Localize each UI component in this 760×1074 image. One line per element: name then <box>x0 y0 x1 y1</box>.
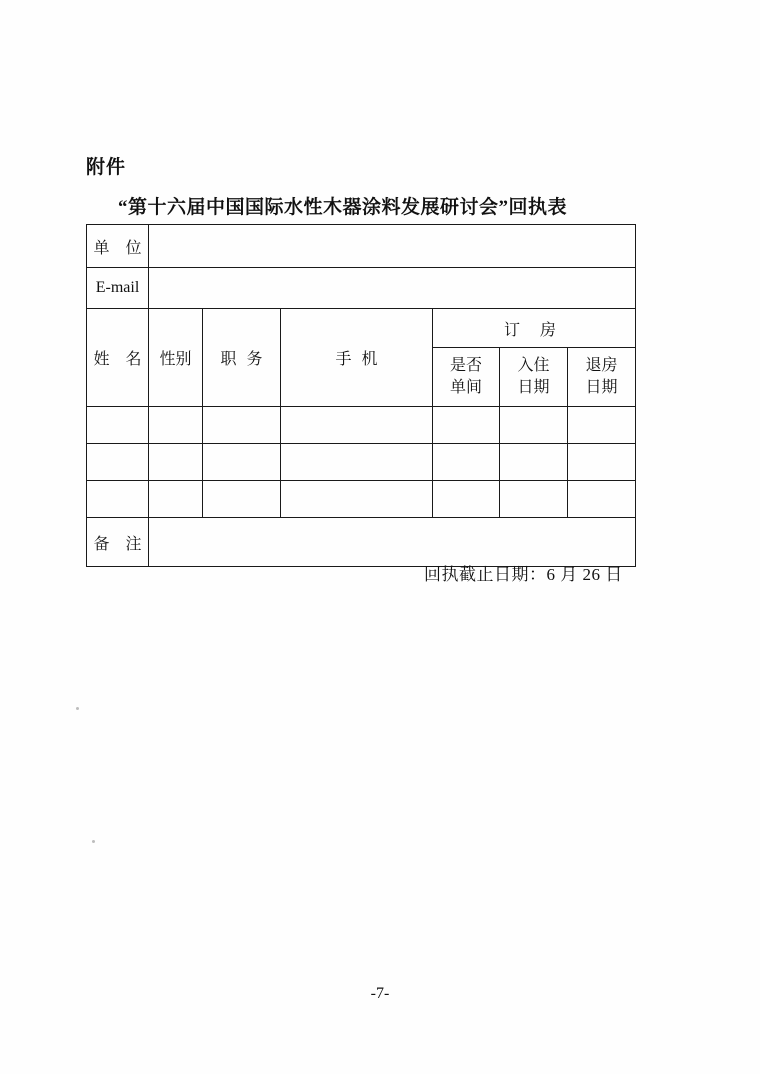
checkin-line1: 入住 <box>517 357 550 375</box>
cell-unit-value[interactable] <box>149 225 636 268</box>
unit-label-text: 单 位 <box>93 239 148 257</box>
cell-gender[interactable] <box>149 444 203 481</box>
checkout-line2: 日期 <box>585 379 618 396</box>
single-room-line2: 单间 <box>449 379 482 396</box>
single-room-line1: 是否 <box>449 357 482 375</box>
cell-single-room[interactable] <box>433 444 500 481</box>
page-number: -7- <box>370 985 390 1002</box>
cell-gender[interactable] <box>149 481 203 518</box>
header-cell-checkin-date <box>500 348 568 407</box>
cell-checkout[interactable] <box>568 407 636 444</box>
header-cell-name: 姓 名 <box>87 309 149 407</box>
cell-checkin[interactable] <box>500 481 568 518</box>
header-cell-checkout-date <box>568 348 636 407</box>
cell-name[interactable] <box>87 444 149 481</box>
cell-checkin[interactable] <box>500 444 568 481</box>
cell-email-value[interactable] <box>149 268 636 309</box>
header-cell-single-room <box>433 348 500 407</box>
cell-mobile[interactable] <box>281 481 433 518</box>
table-header-row-top <box>87 309 636 348</box>
cell-single-room[interactable] <box>433 481 500 518</box>
page-title: “第十六届中国国际水性木器涂料发展研讨会”回执表 <box>118 197 568 218</box>
cell-checkout[interactable] <box>568 444 636 481</box>
paper-speck <box>92 840 95 843</box>
cell-unit-label <box>87 225 149 268</box>
table-row <box>87 444 636 481</box>
cell-email-label: E-mail <box>87 268 149 309</box>
cell-single-room[interactable] <box>433 407 500 444</box>
table-row <box>87 407 636 444</box>
cell-mobile[interactable] <box>281 407 433 444</box>
header-cell-mobile: 手 机 <box>281 309 433 407</box>
table-row-email <box>87 268 636 309</box>
cell-gender[interactable] <box>149 407 203 444</box>
table-row-unit <box>87 225 636 268</box>
checkout-line1: 退房 <box>585 357 618 375</box>
cell-position[interactable] <box>203 481 281 518</box>
paper-speck <box>76 707 79 710</box>
header-cell-gender: 性别 <box>149 309 203 407</box>
cell-name[interactable] <box>87 407 149 444</box>
table-row <box>87 481 636 518</box>
deadline-text: 回执截止日期：6 月 26 日 <box>424 565 623 584</box>
checkin-line2: 日期 <box>517 379 550 396</box>
header-cell-position: 职 务 <box>203 309 281 407</box>
cell-position[interactable] <box>203 444 281 481</box>
cell-checkin[interactable] <box>500 407 568 444</box>
cell-name[interactable] <box>87 481 149 518</box>
cell-checkout[interactable] <box>568 481 636 518</box>
cell-note-label: 备 注 <box>87 518 149 567</box>
header-cell-booking-group: 订 房 <box>433 309 636 348</box>
cell-position[interactable] <box>203 407 281 444</box>
cell-mobile[interactable] <box>281 444 433 481</box>
attachment-label: 附件 <box>86 157 127 178</box>
registration-form-table <box>86 224 636 567</box>
